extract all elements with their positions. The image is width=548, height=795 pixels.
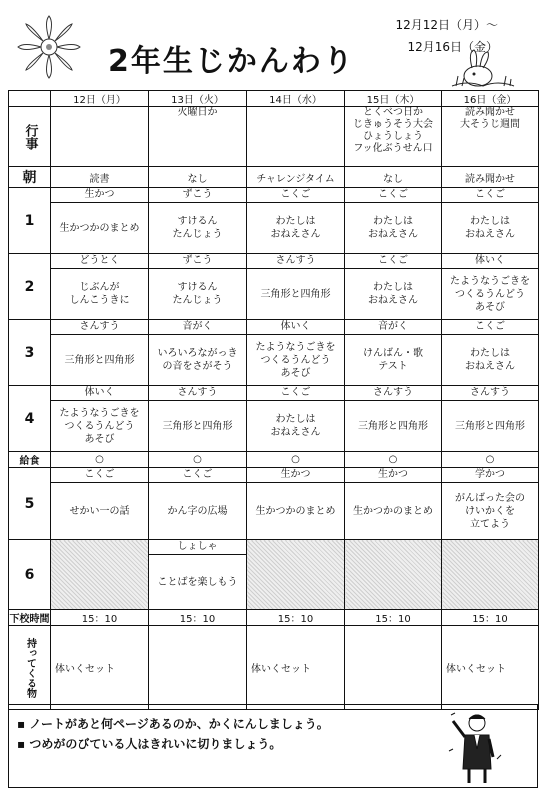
lesson-content [442,335,538,385]
lesson-content-line: すけるん [177,282,218,293]
morning-cell: なし [149,167,247,188]
period-row [9,386,539,452]
lesson-content [149,335,246,385]
subject-name: 生かつ [345,468,441,483]
subject-name: こくご [149,468,246,483]
belongings-cell: 体いくセット [51,626,149,710]
lesson-content-line: わたしは [275,414,316,425]
subject-name: 学かつ [442,468,538,483]
day-header-row [9,91,539,107]
lesson-content [442,203,538,253]
day-header: 13日（火） [149,91,247,107]
row-label-events: 行事 [9,107,51,167]
period-cell [345,188,442,254]
lesson-content-line: せかい一の話 [69,505,130,517]
lesson-content-line: 生かつかのまとめ [353,505,433,517]
lesson-content-line: つくるうんどう [455,288,525,300]
dismissal-row [9,610,539,626]
subject-name: ずこう [149,254,246,269]
period-cell [345,386,442,452]
dismissal-cell: 15：10 [247,610,345,626]
lesson-content [149,269,246,319]
lesson-content-line: 三角形と四角形 [358,420,428,432]
period-cell [247,386,345,452]
subject-name: どうとく [51,254,148,269]
lesson-content-line: たようなうごきを [255,341,336,353]
timetable [8,90,539,710]
period-row [9,254,539,320]
lesson-content-line: おねえさん [270,427,321,438]
lesson-content [247,203,344,253]
lesson-content-line: すけるん [177,216,218,227]
events-cell [51,107,149,167]
lesson-content [442,269,538,319]
lesson-content-line: おねえさん [465,229,515,240]
lesson-content [149,401,246,451]
period-cell [442,320,539,386]
lesson-content-line: の音をさがそう [162,361,233,372]
lesson-content-line: つくるうんどう [260,354,331,366]
lesson-content [51,401,148,451]
lesson-content-line: かん字の広場 [167,505,228,517]
belongings-row [9,626,539,710]
dismissal-cell: 15：10 [149,610,247,626]
lesson-content-line: けいかくを [465,505,515,517]
subject-name: こくご [247,386,344,401]
day-header: 15日（木） [345,91,442,107]
lesson-content [247,335,344,385]
subject-name: こくご [345,188,441,203]
lesson-content-line: いろいろながっき [157,348,238,359]
lesson-content-line: 生かつかのまとめ [255,505,336,517]
lesson-content [51,203,148,253]
lunch-cell: ○ [442,452,539,468]
period-cell [149,254,247,320]
subject-name: こくご [247,188,344,203]
lesson-content [442,401,538,451]
dismissal-cell: 15：10 [442,610,539,626]
period-cell [51,188,149,254]
lesson-content [442,483,538,539]
lesson-content [149,203,246,253]
note-line: ▪ つめがのびている人はきれいに切りましょう。 [17,737,282,751]
belongings-cell: 体いくセット [442,626,539,710]
subject-name: さんすう [149,386,246,401]
lesson-content [345,203,441,253]
lesson-content-line: たんじょう [172,229,223,240]
period-cell [149,540,247,610]
lesson-content-line: たんじょう [172,295,223,306]
timetable-page [8,6,538,789]
period-cell [247,188,345,254]
lesson-content-line: 三角形と四角形 [162,420,233,432]
subject-name: さんすう [345,386,441,401]
lesson-content-line: おねえさん [465,361,515,372]
lesson-content-line: おねえさん [270,229,321,240]
subject-name: こくご [442,320,538,335]
period-label: 3 [9,320,51,386]
period-label: 6 [9,540,51,610]
page-title: 2年生じかんわり [108,44,355,79]
lesson-content-line: テスト [378,361,408,372]
note-line: ▪ ノートがあと何ページあるのか、かくにんしましょう。 [17,717,329,731]
period-cell [442,468,539,540]
subject-name: さんすう [442,386,538,401]
period-cell [345,320,442,386]
lesson-content-line: 三角形と四角形 [455,420,525,432]
rabbit-illustration-icon [448,46,518,90]
period-label: 2 [9,254,51,320]
no-class-cell [51,540,149,610]
lesson-content [345,483,441,539]
period-cell [51,386,149,452]
lesson-content [51,483,148,539]
lesson-content [247,401,344,451]
day-header: 12日（月） [51,91,149,107]
lesson-content [51,269,148,319]
lesson-content-line: あそび [280,367,311,379]
morning-cell: なし [345,167,442,188]
subject-name: こくご [442,188,538,203]
period-cell [442,188,539,254]
period-cell [149,188,247,254]
belongings-cell: 体いくセット [247,626,345,710]
lesson-content-line: わたしは [275,216,316,227]
lesson-content-line: おねえさん [368,295,418,306]
header [8,6,538,90]
events-cell: 読み聞かせ 大そうじ週間 [442,107,539,167]
subject-name: 体いく [442,254,538,269]
period-cell [149,386,247,452]
dismissal-cell: 15：10 [51,610,149,626]
subject-name: 音がく [345,320,441,335]
no-class-cell [345,540,442,610]
lesson-content [345,335,441,385]
period-cell [51,320,149,386]
lesson-content-line: わたしは [470,216,510,227]
row-label-dismissal: 下校時間 [9,610,51,626]
lesson-content-line: 立てよう [470,518,510,530]
lesson-content-line: わたしは [373,216,413,227]
teacher-illustration-icon [447,709,507,785]
lesson-content-line: おねえさん [368,229,418,240]
flower-illustration-icon [14,12,84,82]
corner-cell [9,91,51,107]
morning-cell: 読み聞かせ [442,167,539,188]
lunch-cell: ○ [149,452,247,468]
day-header: 14日（水） [247,91,345,107]
lunch-row [9,452,539,468]
subject-name: 音がく [149,320,246,335]
lesson-content-line: わたしは [470,348,510,359]
lunch-cell: ○ [51,452,149,468]
lesson-content-line: あそび [84,433,115,445]
period-label: 5 [9,468,51,540]
lesson-content [247,483,344,539]
no-class-cell [442,540,539,610]
lunch-cell: ○ [247,452,345,468]
lesson-content: ことばを楽しもう [157,576,238,588]
lesson-content-line: けんばん・歌 [363,348,423,359]
belongings-cell [345,626,442,710]
period-cell [149,468,247,540]
subject-name: こくご [345,254,441,269]
morning-row [9,167,539,188]
lesson-content-line: 生かつかのまとめ [59,222,140,234]
morning-cell: 読書 [51,167,149,188]
subject-name: 体いく [51,386,148,401]
period-cell [247,254,345,320]
dismissal-cell: 15：10 [345,610,442,626]
period-cell [345,254,442,320]
lesson-content [149,483,246,539]
subject-name: さんすう [51,320,148,335]
period-row [9,188,539,254]
events-cell: とくべつ日か じきゅうそう大会 ひょうしょう フッ化ぶうせん口 [345,107,442,167]
date-end: 12月16日（金） [407,40,498,54]
period-label: 1 [9,188,51,254]
events-cell: 火曜日か [149,107,247,167]
subject-name: さんすう [247,254,344,269]
period-cell [149,320,247,386]
morning-cell: チャレンジタイム [247,167,345,188]
lesson-content-line: たようなうごきを [450,275,530,287]
subject-name: こくご [51,468,148,483]
lunch-cell: ○ [345,452,442,468]
lesson-content-line: つくるうんどう [64,420,135,432]
lesson-content-line: あそび [475,301,505,313]
subject-name: しょしゃ [149,540,246,555]
period-cell [442,254,539,320]
lesson-content [345,269,441,319]
subject-name: ずこう [149,188,246,203]
lesson-content [247,269,344,319]
events-cell [247,107,345,167]
period-cell [51,468,149,540]
lesson-content [51,335,148,385]
subject-name: 生かつ [51,188,148,203]
day-header: 16日（金） [442,91,539,107]
period-row [9,320,539,386]
row-label-morning: 朝 [9,167,51,188]
lesson-content-line: わたしは [373,282,413,293]
period-cell [442,386,539,452]
lesson-content-line: じぶんが [79,282,120,293]
period-row [9,540,539,610]
subject-name: 生かつ [247,468,344,483]
period-cell [51,254,149,320]
period-cell [247,320,345,386]
lesson-content [345,401,441,451]
lesson-content-line: 三角形と四角形 [64,354,135,366]
lesson-content-line: 三角形と四角形 [260,288,331,300]
lesson-content-line: しんこうきに [69,295,130,306]
belongings-cell [149,626,247,710]
date-start: 12月12日（月）～ [395,18,498,32]
lesson-content-line: がんばった会の [455,492,525,504]
subject-name: 体いく [247,320,344,335]
row-label-belongings: 持ってくる物 [9,626,51,710]
notes-box [8,704,538,788]
events-row [9,107,539,167]
period-cell [247,468,345,540]
lesson-content-line: たようなうごきを [59,407,140,419]
row-label-lunch: 給食 [9,452,51,468]
period-row [9,468,539,540]
period-cell [345,468,442,540]
no-class-cell [247,540,345,610]
period-label: 4 [9,386,51,452]
